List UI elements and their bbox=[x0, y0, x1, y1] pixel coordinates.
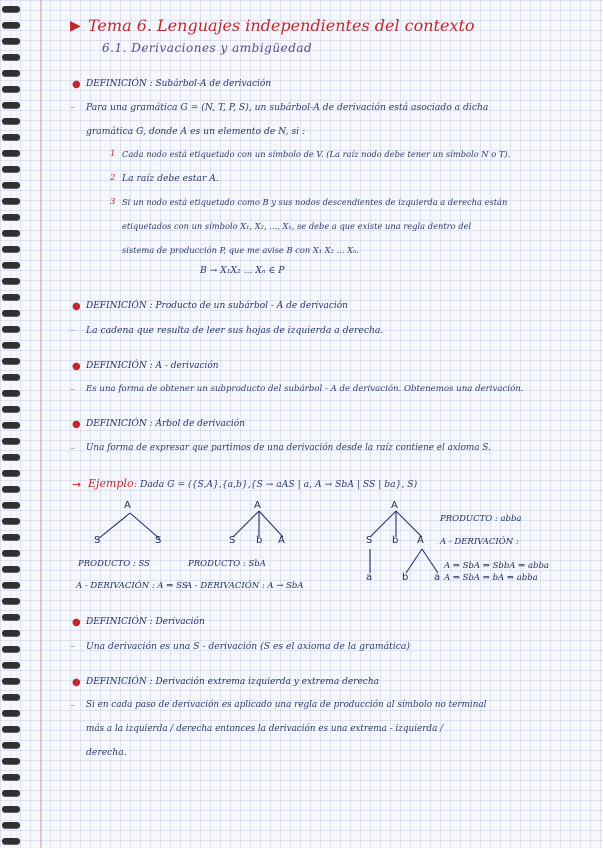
tree-node: S bbox=[155, 535, 162, 546]
spiral-ring bbox=[2, 102, 20, 108]
example-grammar: : Dada G = ({S,A},{a,b},{S → aAS | a, A → SbA | SS | ba}, S) bbox=[134, 479, 418, 490]
bullet-icon: ● bbox=[72, 419, 81, 430]
spiral-ring bbox=[2, 598, 20, 604]
tree-3-derivation-label: A - DERIVACIÓN : bbox=[440, 537, 519, 547]
spiral-ring bbox=[2, 630, 20, 636]
item-number: 3 bbox=[110, 197, 116, 207]
spiral-ring bbox=[2, 582, 20, 588]
text-line: Para una gramática G = (N, T, P, S), un subárbol-A de derivación está asociado a dicha bbox=[86, 102, 489, 113]
spiral-ring bbox=[2, 374, 20, 380]
spiral-ring bbox=[2, 614, 20, 620]
spiral-ring bbox=[2, 246, 20, 252]
text-line: Cada nodo está etiquetado con un símbolo de V. (La raíz nodo debe tener un símbolo N o T). bbox=[122, 149, 511, 159]
tree-node: A bbox=[278, 535, 285, 546]
spiral-ring bbox=[2, 646, 20, 652]
margin-line bbox=[40, 0, 42, 848]
spiral-ring bbox=[2, 182, 20, 188]
definition-title: DEFINICIÓN : Derivación bbox=[86, 617, 205, 627]
spiral-ring bbox=[2, 550, 20, 556]
text-line: derecha. bbox=[86, 747, 127, 758]
definition-title: DEFINICIÓN : Derivación extrema izquierda y extrema derecha bbox=[86, 677, 379, 687]
dash-icon: – bbox=[70, 325, 75, 336]
tree-2-derivation: A - DERIVACIÓN : A → SbA bbox=[186, 581, 304, 591]
example-label: Ejemplo bbox=[88, 477, 134, 490]
bullet-icon: ● bbox=[72, 617, 81, 628]
tree-node: S bbox=[366, 535, 373, 546]
tree-1-product: PRODUCTO : SS bbox=[78, 559, 150, 569]
spiral-ring bbox=[2, 790, 20, 796]
bullet-icon: ● bbox=[72, 79, 81, 90]
example-arrow-icon: → bbox=[72, 478, 82, 491]
spiral-ring bbox=[2, 678, 20, 684]
text-line: Es una forma de obtener un subproducto del subárbol - A de derivación. Obtenemos una derivación. bbox=[86, 384, 524, 394]
text-line: Si en cada paso de derivación es aplicado una regla de producción al símbolo no terminal bbox=[86, 700, 487, 710]
tree-leaf: a bbox=[366, 572, 373, 583]
dash-icon: – bbox=[70, 443, 75, 454]
dash-icon: – bbox=[70, 641, 75, 652]
spiral-ring bbox=[2, 406, 20, 412]
bullet-icon: ● bbox=[72, 361, 81, 372]
tree-node: A bbox=[124, 500, 131, 511]
text-line: Una derivación es una S - derivación (S es el axioma de la gramática) bbox=[86, 641, 410, 652]
item-number: 2 bbox=[110, 173, 116, 183]
tree-node: b bbox=[256, 535, 263, 546]
spiral-ring bbox=[2, 54, 20, 60]
spiral-ring bbox=[2, 230, 20, 236]
bullet-icon: ● bbox=[72, 301, 81, 312]
spiral-ring bbox=[2, 214, 20, 220]
spiral-ring bbox=[2, 150, 20, 156]
spiral-ring bbox=[2, 262, 20, 268]
spiral-binding bbox=[0, 0, 22, 848]
spiral-ring bbox=[2, 662, 20, 668]
spiral-ring bbox=[2, 358, 20, 364]
spiral-ring bbox=[2, 838, 20, 844]
spiral-ring bbox=[2, 134, 20, 140]
spiral-ring bbox=[2, 326, 20, 332]
dash-icon: – bbox=[70, 102, 75, 113]
spiral-ring bbox=[2, 70, 20, 76]
text-line: La raíz debe estar A. bbox=[122, 173, 219, 184]
spiral-ring bbox=[2, 566, 20, 572]
spiral-ring bbox=[2, 86, 20, 92]
text-line: más a la izquierda / derecha entonces la derivación es una extrema - izquierda / bbox=[86, 724, 444, 734]
spiral-ring bbox=[2, 694, 20, 700]
spiral-ring bbox=[2, 198, 20, 204]
definition-title: DEFINICIÓN : Subárbol-A de derivación bbox=[86, 79, 272, 89]
spiral-ring bbox=[2, 438, 20, 444]
tree-node: A bbox=[254, 500, 261, 511]
text-line: sistema de producción P, que me avise B con X₁ X₂ ... Xₙ. bbox=[122, 245, 360, 255]
tree-node: S bbox=[94, 535, 101, 546]
tree-leaf: a bbox=[434, 572, 441, 583]
spiral-ring bbox=[2, 486, 20, 492]
text-line: Si un nodo está etiquetado como B y sus nodos descendientes de izquierda a derecha están bbox=[122, 197, 508, 207]
dash-icon: – bbox=[70, 700, 75, 711]
text-line: La cadena que resulta de leer sus hojas de izquierda a derecha. bbox=[86, 325, 384, 336]
spiral-ring bbox=[2, 6, 20, 12]
spiral-ring bbox=[2, 310, 20, 316]
text-line: gramática G, donde A es un elemento de N, si : bbox=[86, 126, 306, 137]
dash-icon: – bbox=[70, 384, 75, 395]
section-subtitle: 6.1. Derivaciones y ambigüedad bbox=[102, 41, 313, 55]
spiral-ring bbox=[2, 166, 20, 172]
page-title: Tema 6. Lenguajes independientes del contexto bbox=[88, 16, 475, 35]
title-arrow-icon: ▶ bbox=[70, 18, 81, 34]
spiral-ring bbox=[2, 774, 20, 780]
tree-node: A bbox=[417, 535, 424, 546]
spiral-ring bbox=[2, 502, 20, 508]
tree-node: A bbox=[391, 500, 398, 511]
definition-title: DEFINICIÓN : Árbol de derivación bbox=[86, 419, 245, 429]
spiral-ring bbox=[2, 742, 20, 748]
spiral-ring bbox=[2, 822, 20, 828]
spiral-ring bbox=[2, 454, 20, 460]
tree-node: S bbox=[229, 535, 236, 546]
spiral-ring bbox=[2, 342, 20, 348]
item-number: 1 bbox=[110, 149, 116, 159]
spiral-ring bbox=[2, 806, 20, 812]
tree-3-derivation-1: A ⇒ SbA ⇒ SbbA ⇒ abba bbox=[444, 561, 549, 571]
text-line: etiquetados con un símbolo X₁, X₂, ..., Xₙ, se debe a que existe una regla dentro del bbox=[122, 221, 472, 231]
text-line: Una forma de expresar que partimos de una derivación desde la raíz contiene el axioma S. bbox=[86, 443, 491, 453]
spiral-ring bbox=[2, 534, 20, 540]
spiral-ring bbox=[2, 22, 20, 28]
bullet-icon: ● bbox=[72, 677, 81, 688]
definition-title: DEFINICIÓN : A - derivación bbox=[86, 361, 219, 371]
tree-leaf: b bbox=[402, 572, 409, 583]
spiral-ring bbox=[2, 278, 20, 284]
spiral-ring bbox=[2, 470, 20, 476]
spiral-ring bbox=[2, 710, 20, 716]
tree-1-derivation: A - DERIVACIÓN : A ⇒ SS bbox=[76, 581, 188, 591]
tree-3-derivation-2: A ⇒ SbA ⇒ bA ⇒ abba bbox=[444, 573, 538, 583]
tree-node: b bbox=[392, 535, 399, 546]
spiral-ring bbox=[2, 38, 20, 44]
tree-2-product: PRODUCTO : SbA bbox=[188, 559, 266, 569]
spiral-ring bbox=[2, 518, 20, 524]
definition-title: DEFINICIÓN : Producto de un subárbol - A de derivación bbox=[86, 301, 348, 311]
spiral-ring bbox=[2, 294, 20, 300]
formula: B → X₁X₂ ... Xₙ ∈ P bbox=[200, 265, 285, 276]
spiral-ring bbox=[2, 118, 20, 124]
tree-3-product: PRODUCTO : abba bbox=[440, 514, 522, 524]
spiral-ring bbox=[2, 726, 20, 732]
spiral-ring bbox=[2, 758, 20, 764]
spiral-ring bbox=[2, 390, 20, 396]
spiral-ring bbox=[2, 422, 20, 428]
